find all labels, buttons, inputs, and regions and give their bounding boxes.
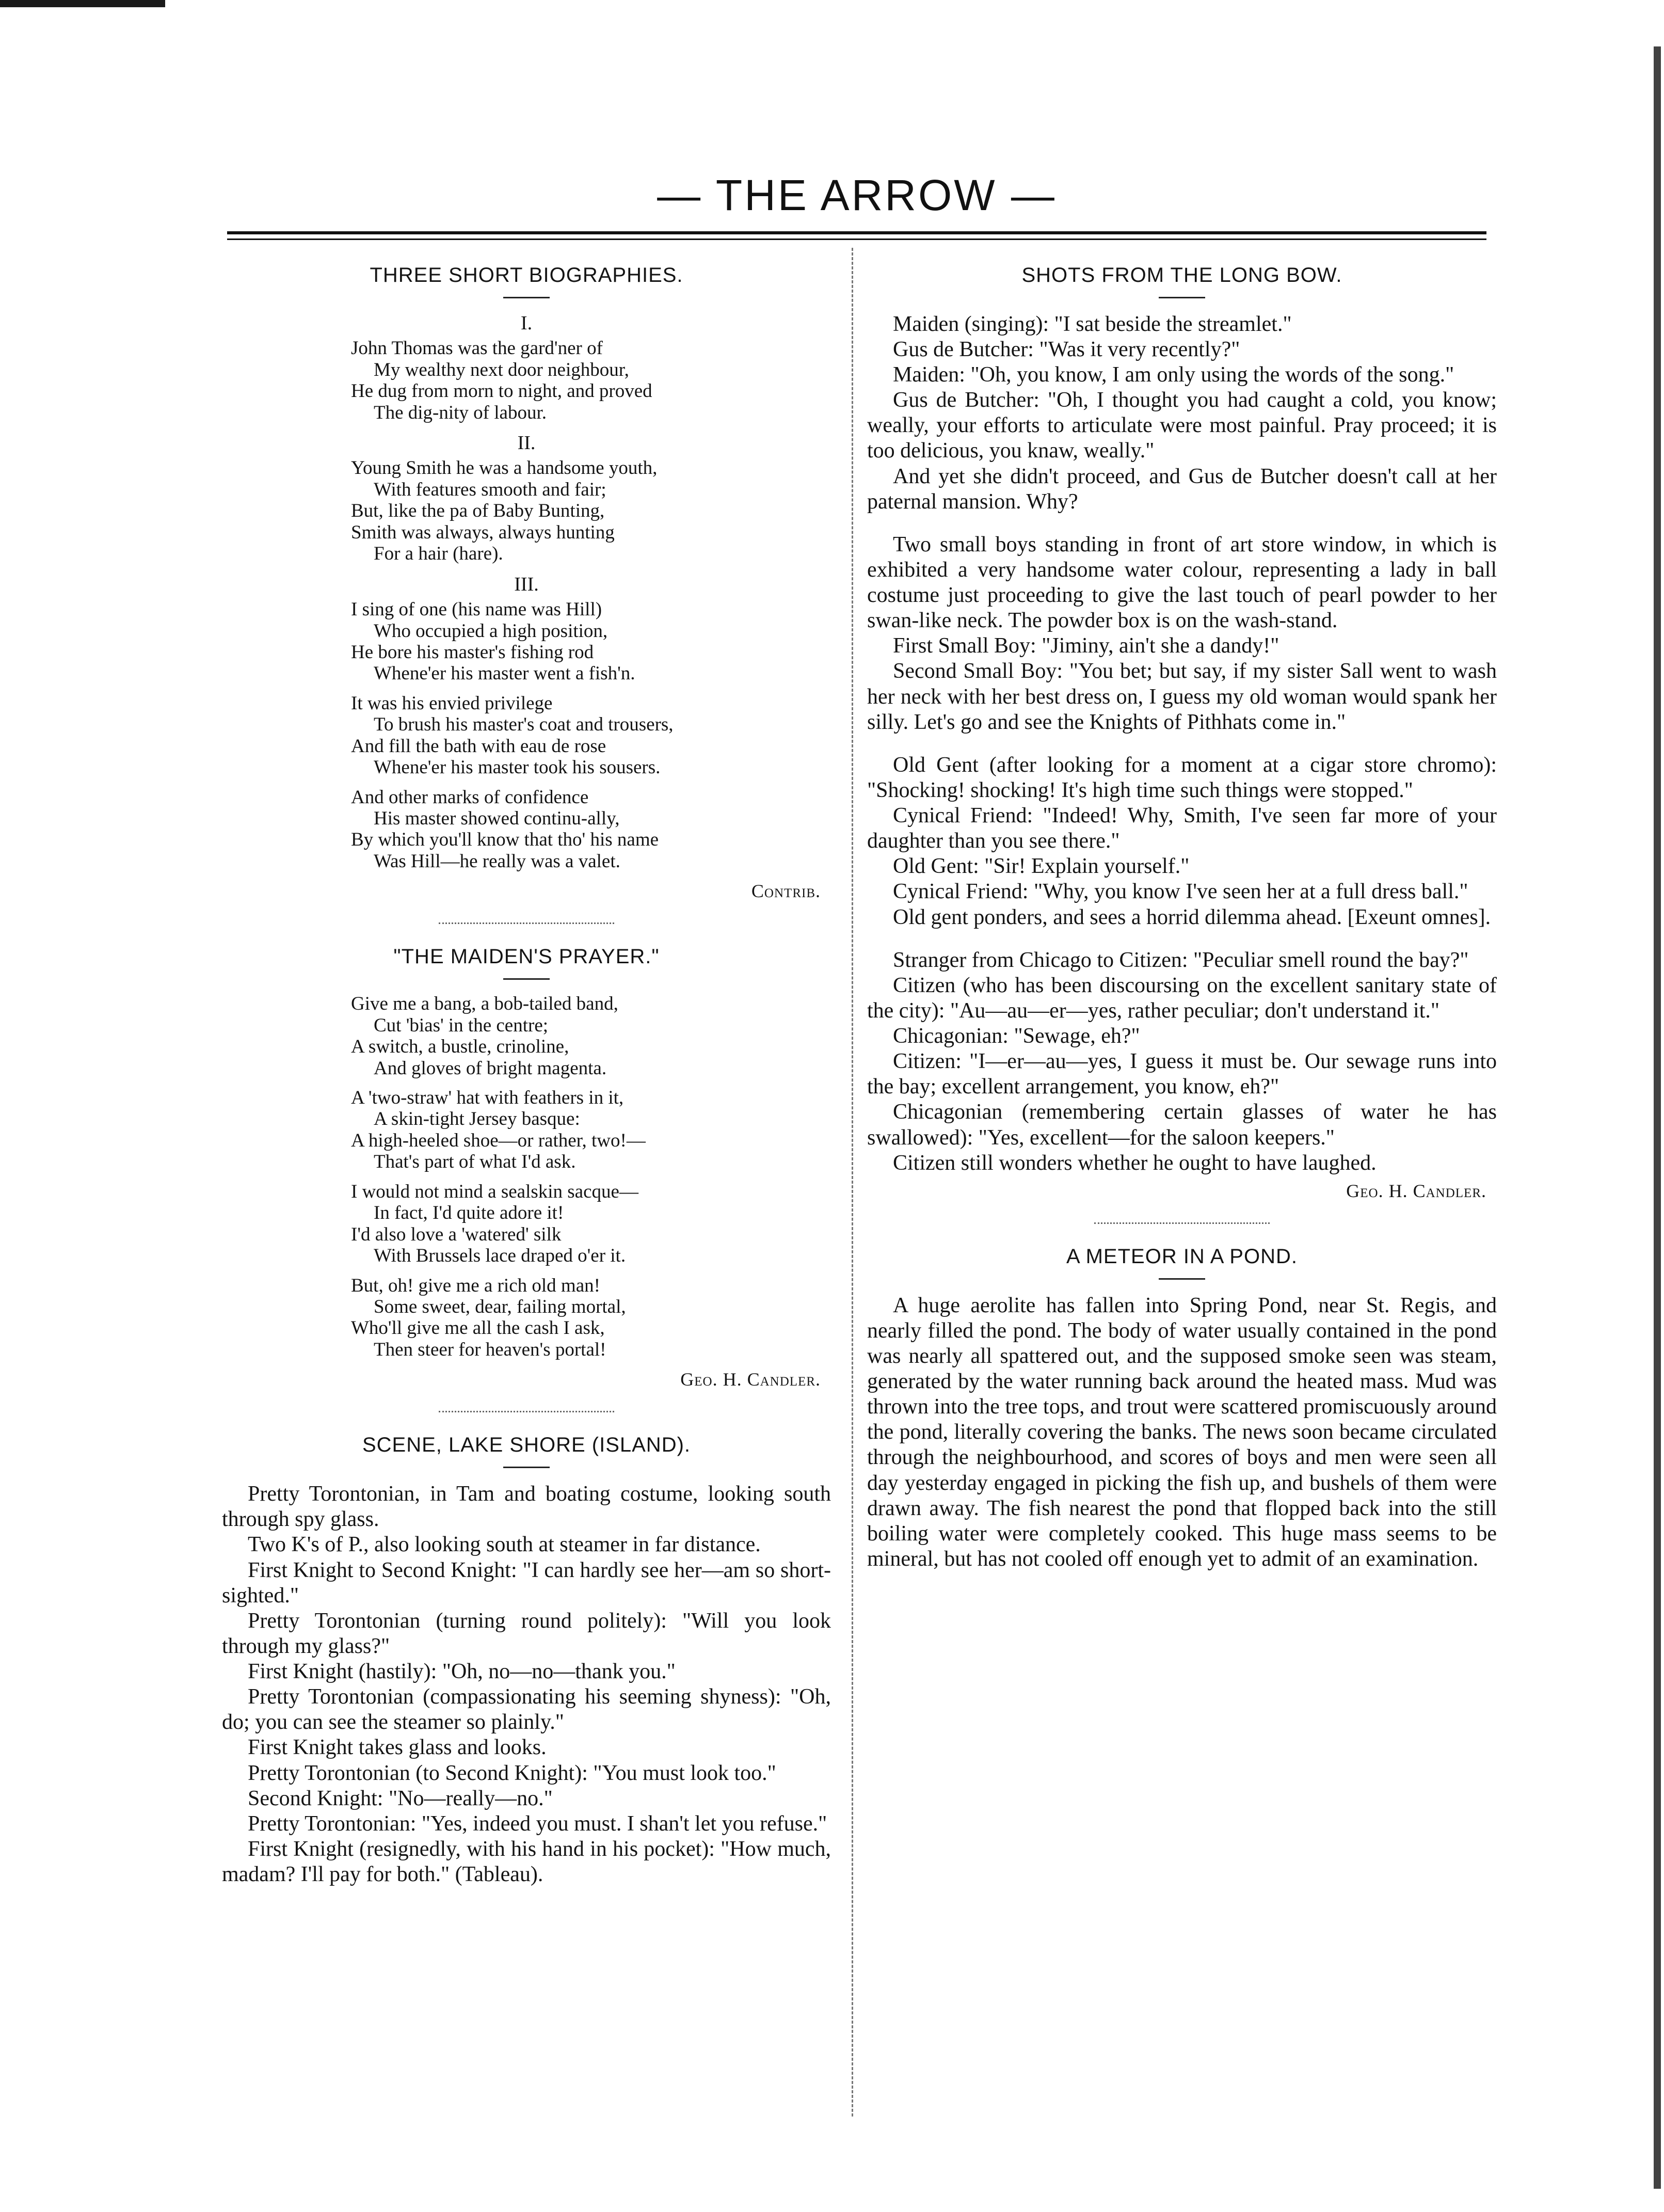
scene-paragraph: Pretty Torontonian (compassionating his seeming shyness): "Oh, do; you can see the steamer so plainly." <box>222 1685 831 1734</box>
shots-title: SHOTS FROM THE LONG BOW. <box>1021 264 1342 287</box>
verse-line: My wealthy next door neighbour, <box>374 359 629 380</box>
verse-line: A switch, a bustle, crinoline, <box>351 1036 569 1058</box>
meteor-paragraph: A huge aerolite has fallen into Spring Pond, near St. Regis, and nearly filled the pond. The body of water usually contained in the pond was nearly all spattered out, and the supposed smoke seen was steam, generated by the water running back around the heated mass. Mud was thrown into the tree tops, and trout were scattered promiscuously around the pond, literally covering the banks. The news soon became circulated through the neighbourhood, and scores of boys and men were seen all day yesterday engaged in picking the fish up, and bushels of them were drawn away. The fish nearest the pond that flopped back into the still boiling water were completely cooked. This huge mass seems to be mineral, but has not cooled off enough yet to admit of an examination. <box>867 1293 1497 1571</box>
short-rule <box>503 978 550 980</box>
shots-paragraph: Second Small Boy: "You bet; but say, if my sister Sall went to wash her neck with her best dress on, I guess my old woman would spank her silly. Let's go and see the Knights of Pithhats come in." <box>867 659 1497 734</box>
verse-line: John Thomas was the gard'ner of <box>351 338 603 359</box>
column-divider <box>852 248 854 2116</box>
author-signature: Contrib. <box>751 881 821 902</box>
short-rule <box>503 297 550 298</box>
short-rule <box>1159 1278 1205 1280</box>
stanza-number: III. <box>514 573 539 595</box>
verse-line: A skin-tight Jersey basque: <box>374 1108 580 1130</box>
verse-line: I would not mind a sealskin sacque— <box>351 1181 638 1202</box>
masthead-rule-thin <box>227 238 1486 240</box>
verse-line: A 'two-straw' hat with feathers in it, <box>351 1087 624 1108</box>
bio-stanza-2 <box>351 457 831 564</box>
verse-line: Whene'er his master went a fish'n. <box>374 663 635 685</box>
scene-paragraph: Second Knight: "No—really—no." <box>248 1786 553 1810</box>
top-rule <box>0 0 165 7</box>
section-separator <box>439 922 614 924</box>
section-separator <box>1094 1222 1270 1224</box>
stanza-number: I. <box>520 312 533 334</box>
section-separator <box>439 1411 614 1412</box>
shots-paragraph: Citizen (who has been discoursing on the excellent sanitary state of the city): "Au—au—er—yes, rather peculiar; don't understand it." <box>867 973 1497 1023</box>
verse-line: Young Smith he was a handsome youth, <box>351 457 658 479</box>
verse-line: It was his envied privilege <box>351 692 553 714</box>
prayer-stanza-4 <box>351 1275 831 1361</box>
verse-line: The dig-nity of labour. <box>374 402 547 423</box>
verse-line: In fact, I'd quite adore it! <box>374 1202 564 1224</box>
shots-paragraph: Old gent ponders, and sees a horrid dilemma ahead. [Exeunt omnes]. <box>893 905 1491 929</box>
verse-line: Give me a bang, a bob-tailed band, <box>351 993 618 1015</box>
scene-paragraph: Pretty Torontonian (turning round politely): "Will you look through my glass?" <box>222 1609 831 1658</box>
author-signature: Geo. H. Candler. <box>1346 1180 1486 1201</box>
verse-line: For a hair (hare). <box>374 543 503 565</box>
verse-line: But, oh! give me a rich old man! <box>351 1275 600 1296</box>
meteor-title: A METEOR IN A POND. <box>1066 1245 1298 1268</box>
shots-paragraph: Cynical Friend: "Indeed! Why, Smith, I've seen far more of your daughter than you see there." <box>867 804 1497 853</box>
shots-paragraph: First Small Boy: "Jiminy, ain't she a dandy!" <box>893 634 1279 658</box>
verse-line: Cut 'bias' in the centre; <box>374 1014 549 1036</box>
shots-paragraph: Citizen: "I—er—au—yes, I guess it must be. Our sewage runs into the bay; excellent arrangement, you know, eh?" <box>867 1049 1497 1099</box>
verse-line: A high-heeled shoe—or rather, two!— <box>351 1129 646 1151</box>
scene-paragraph: Pretty Torontonian: "Yes, indeed you must. I shan't let you refuse." <box>248 1811 827 1836</box>
prayer-title: "THE MAIDEN'S PRAYER." <box>393 945 660 968</box>
masthead-rule <box>227 231 1486 234</box>
verse-line: With features smooth and fair; <box>374 479 606 500</box>
left-column <box>222 248 831 1887</box>
verse-line: His master showed continu-ally, <box>374 808 620 830</box>
scene-title: SCENE, LAKE SHORE (ISLAND). <box>362 1434 691 1457</box>
verse-line: Smith was always, always hunting <box>351 521 615 543</box>
verse-line: By which you'll know that tho' his name <box>351 829 659 851</box>
shots-paragraph: Cynical Friend: "Why, you know I've seen her at a full dress ball." <box>893 880 1468 904</box>
short-rule <box>1159 297 1205 298</box>
bio-stanza-4 <box>351 693 831 778</box>
prayer-stanza-2 <box>351 1087 831 1173</box>
paragraph-gap <box>867 735 1497 753</box>
verse-line: And other marks of confidence <box>351 786 589 808</box>
shots-paragraph: Chicagonian: "Sewage, eh?" <box>893 1024 1140 1048</box>
verse-line: And fill the bath with eau de rose <box>351 735 606 757</box>
verse-line: Was Hill—he really was a valet. <box>374 850 620 872</box>
shots-paragraph: Two small boys standing in front of art store window, in which is exhibited a very handsome water colour, representing a lady in ball costume just proceeding to give the last touch of pearl powder to her swan-like neck. The powder box is on the wash-stand. <box>867 532 1497 633</box>
verse-line: Who'll give me all the cash I ask, <box>351 1317 605 1339</box>
shots-paragraph: Old Gent: "Sir! Explain yourself." <box>893 854 1190 879</box>
paragraph-gap <box>867 515 1497 532</box>
verse-line: Whene'er his master took his sousers. <box>374 757 661 778</box>
masthead: — THE ARROW — <box>657 171 1057 219</box>
bio-stanza-5 <box>351 787 831 872</box>
shots-paragraph: Chicagonian (remembering certain glasses of water he has swallowed): "Yes, excellent—for the saloon keepers." <box>867 1100 1497 1150</box>
verse-line: He bore his master's fishing rod <box>351 641 594 663</box>
bio-title: THREE SHORT BIOGRAPHIES. <box>370 264 683 287</box>
scene-paragraph: First Knight (hastily): "Oh, no—no—thank you." <box>248 1660 676 1684</box>
right-column <box>867 248 1497 1572</box>
shots-paragraph: Stranger from Chicago to Citizen: "Peculiar smell round the bay?" <box>893 948 1469 972</box>
shots-paragraph: Old Gent (after looking for a moment at a cigar store chromo): "Shocking! shocking! It's high time such things were stopped." <box>867 753 1497 802</box>
verse-line: He dug from morn to night, and proved <box>351 380 652 402</box>
scene-paragraph: Pretty Torontonian, in Tam and boating costume, looking south through spy glass. <box>222 1482 831 1532</box>
stanza-number: II. <box>517 432 536 454</box>
shots-paragraph: Gus de Butcher: "Oh, I thought you had caught a cold, you know; weally, your efforts to articulate were most painful. Pray proceed; it is too delicious, you knaw, weally." <box>867 388 1497 463</box>
prayer-stanza-3 <box>351 1181 831 1267</box>
scene-paragraph: First Knight takes glass and looks. <box>248 1736 547 1760</box>
verse-line: And gloves of bright magenta. <box>374 1057 607 1079</box>
shots-paragraph: Citizen still wonders whether he ought to have laughed. <box>893 1151 1377 1175</box>
paragraph-gap <box>867 930 1497 948</box>
verse-line: With Brussels lace draped o'er it. <box>374 1245 626 1267</box>
verse-line: To brush his master's coat and trousers, <box>374 714 674 736</box>
scene-paragraph: Pretty Torontonian (to Second Knight): "You must look too." <box>248 1761 776 1785</box>
author-signature: Geo. H. Candler. <box>680 1369 821 1390</box>
scene-paragraph: First Knight (resignedly, with his hand in his pocket): "How much, madam? I'll pay for both." (Tableau). <box>222 1837 831 1887</box>
verse-line: Who occupied a high position, <box>374 620 608 642</box>
verse-line: I'd also love a 'watered' silk <box>351 1223 562 1245</box>
shots-paragraph: Gus de Butcher: "Was it very recently?" <box>893 337 1240 361</box>
verse-line: Some sweet, dear, failing mortal, <box>374 1296 626 1317</box>
shots-paragraph: Maiden: "Oh, you know, I am only using the words of the song." <box>893 363 1454 387</box>
page-edge-scan-mark <box>1654 46 1661 2189</box>
verse-line: I sing of one (his name was Hill) <box>351 599 602 620</box>
bio-stanza-1 <box>351 338 831 423</box>
prayer-stanza-1 <box>351 993 831 1079</box>
verse-line: Then steer for heaven's portal! <box>374 1339 606 1360</box>
verse-line: That's part of what I'd ask. <box>374 1151 576 1173</box>
shots-paragraph: And yet she didn't proceed, and Gus de Butcher doesn't call at her paternal mansion. Why? <box>867 464 1497 514</box>
verse-line: But, like the pa of Baby Bunting, <box>351 500 605 522</box>
short-rule <box>503 1467 550 1468</box>
scene-paragraph: Two K's of P., also looking south at steamer in far distance. <box>248 1533 761 1557</box>
bio-stanza-3 <box>351 599 831 685</box>
scene-paragraph: First Knight to Second Knight: "I can hardly see her—am so short-sighted." <box>222 1558 831 1608</box>
shots-paragraph: Maiden (singing): "I sat beside the streamlet." <box>893 312 1292 336</box>
